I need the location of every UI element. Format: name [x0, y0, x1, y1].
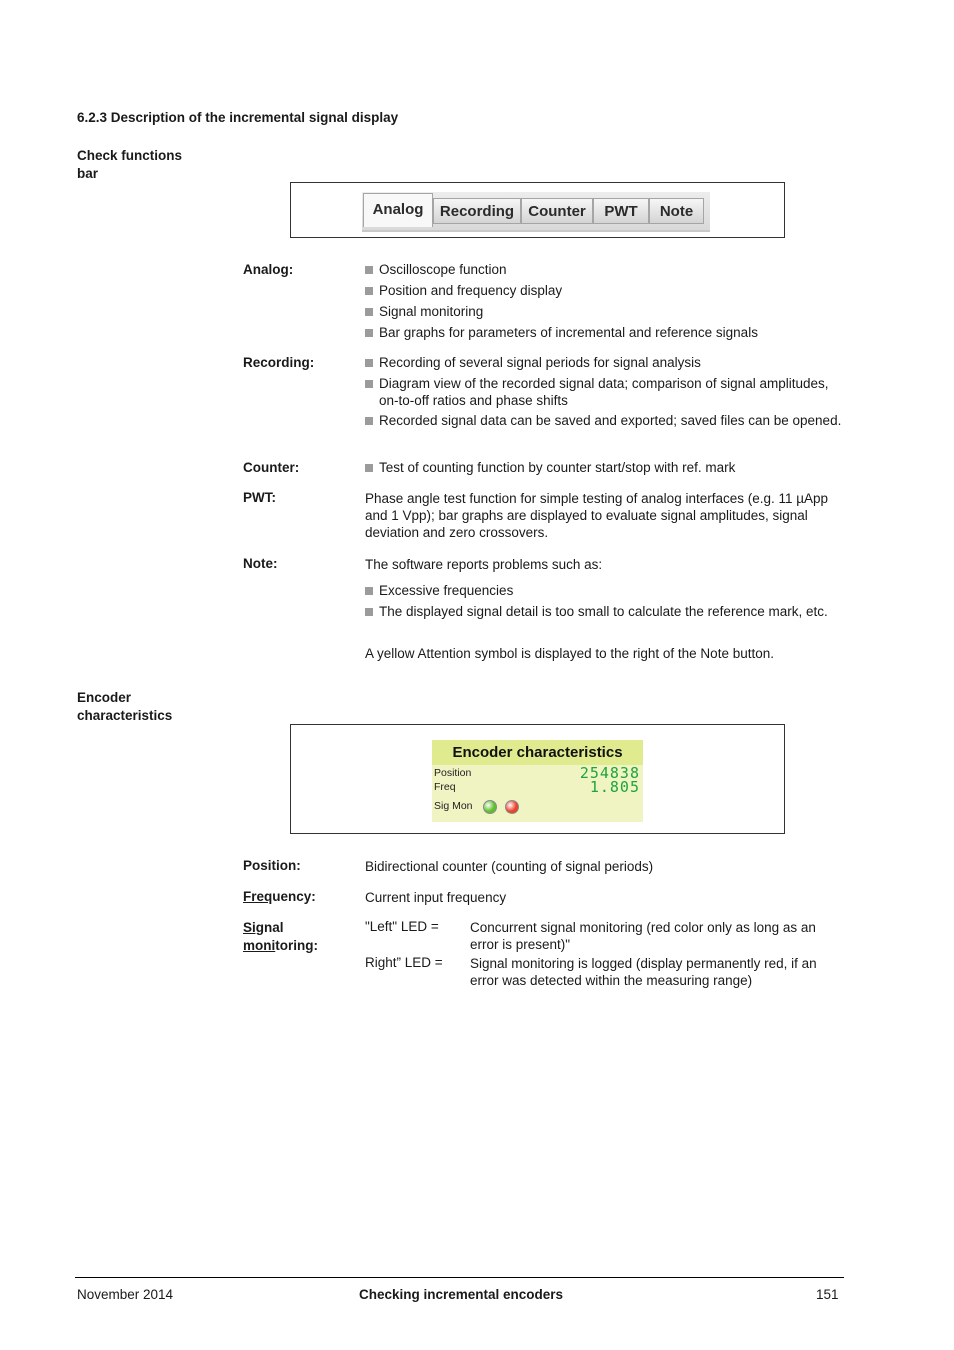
position-label: Position	[434, 767, 472, 779]
note-term: Note:	[243, 556, 278, 571]
tab-counter[interactable]: Counter	[521, 198, 593, 224]
encoder-heading-line1: Encoder	[77, 690, 132, 705]
sigmon-label: Sig Mon	[434, 800, 473, 812]
frequency-description: Current input frequency	[365, 890, 507, 905]
page-number: 151	[816, 1287, 839, 1302]
encoder-panel-title: Encoder characteristics	[432, 740, 643, 765]
counter-term: Counter:	[243, 460, 300, 475]
recording-term: Recording:	[243, 355, 315, 370]
left-led-label: "Left" LED =	[365, 919, 439, 934]
right-led-label: Right” LED =	[365, 955, 443, 970]
list-item: The displayed signal detail is too small to calculate the reference mark, etc.	[365, 604, 849, 621]
frequency-term: Frequency:	[243, 889, 316, 904]
list-item: Test of counting function by counter start/stop with ref. mark	[365, 460, 849, 477]
footer-date: November 2014	[77, 1287, 174, 1302]
list-item: Position and frequency display	[365, 283, 849, 300]
pwt-description: Phase angle test function for simple testing of analog interfaces (e.g. 11 µApp and 1 Vpp); bar graphs are displayed to evaluate signal amplitudes, signal deviation and zero crossovers.	[365, 491, 829, 540]
list-item: Recorded signal data can be saved and exported; saved files can be opened.	[365, 413, 849, 430]
list-item: Excessive frequencies	[365, 583, 849, 600]
freq-label: Freq	[434, 781, 456, 793]
footer-rule	[75, 1277, 844, 1278]
tab-note[interactable]: Note	[649, 198, 704, 224]
left-led-description: Concurrent signal monitoring (red color only as long as an error is present)"	[470, 920, 816, 952]
note-intro: The software reports problems such as:	[365, 557, 603, 572]
list-item: Recording of several signal periods for signal analysis	[365, 355, 849, 372]
tab-analog[interactable]: Analog	[363, 193, 433, 227]
list-item: Bar graphs for parameters of incremental and reference signals	[365, 325, 849, 342]
section-title: 6.2.3 Description of the incremental signal display	[77, 110, 399, 125]
pwt-term: PWT:	[243, 490, 276, 505]
position-term: Position:	[243, 858, 301, 873]
list-item: Oscilloscope function	[365, 262, 849, 279]
right-led-icon	[505, 800, 519, 814]
position-value: 254838	[579, 764, 640, 782]
analog-term: Analog:	[243, 262, 294, 277]
check-functions-heading	[77, 147, 182, 183]
right-led-description: Signal monitoring is logged (display permanently red, if an error was detected within the measuring range)	[470, 956, 817, 988]
check-functions-heading-line2: bar	[77, 166, 99, 181]
position-description: Bidirectional counter (counting of signal periods)	[365, 859, 654, 874]
list-item: Signal monitoring	[365, 304, 849, 321]
left-led-icon	[483, 800, 497, 814]
check-functions-heading-line1: Check functions	[77, 148, 183, 163]
tab-recording[interactable]: Recording	[433, 198, 521, 224]
encoder-panel	[432, 740, 643, 822]
encoder-heading-line2: characteristics	[77, 708, 173, 723]
signal-monitoring-term: Signal monitoring:	[243, 920, 318, 953]
note-outro: A yellow Attention symbol is displayed to the right of the Note button.	[365, 646, 774, 661]
list-item: Diagram view of the recorded signal data; comparison of signal amplitudes, on-to-off ratios and phase shifts	[365, 376, 849, 409]
footer-title: Checking incremental encoders	[359, 1287, 564, 1302]
tab-pwt[interactable]: PWT	[593, 198, 649, 224]
freq-value: 1.805	[589, 778, 640, 796]
encoder-heading	[77, 689, 172, 725]
check-functions-tabbar	[362, 192, 710, 232]
